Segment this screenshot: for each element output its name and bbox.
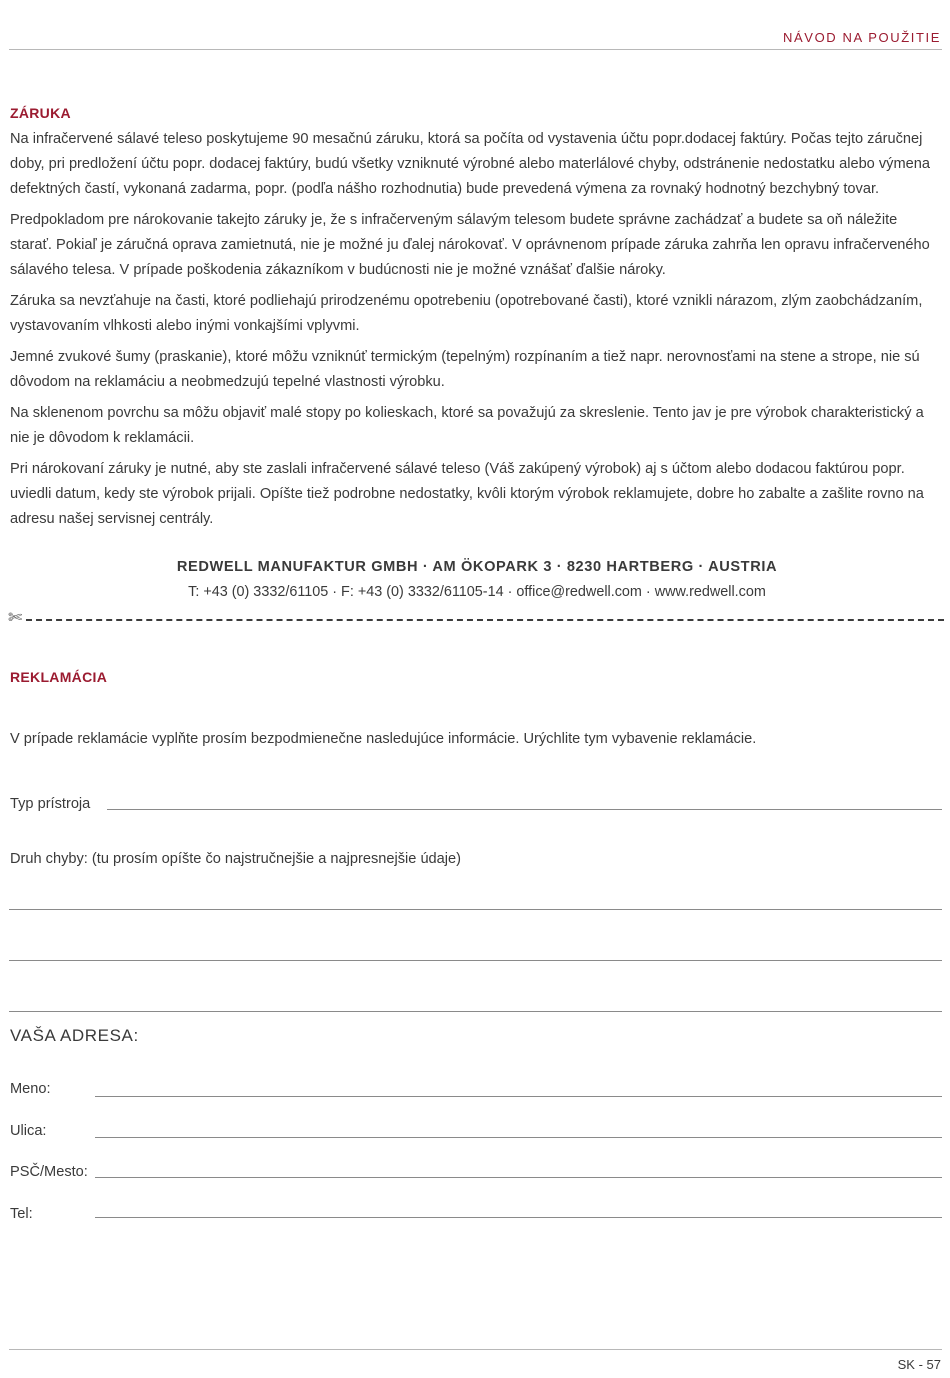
complaint-title: REKLAMÁCIA <box>10 669 108 685</box>
cut-line <box>8 610 944 630</box>
fault-field-line-2[interactable] <box>9 960 942 961</box>
phone-field[interactable] <box>95 1217 942 1218</box>
zip-city-field[interactable] <box>95 1177 942 1178</box>
street-label: Ulica: <box>10 1123 47 1139</box>
street-field[interactable] <box>95 1137 942 1138</box>
warranty-body <box>10 127 942 538</box>
zip-city-label: PSČ/Mesto: <box>10 1164 88 1180</box>
fault-field-line-1[interactable] <box>9 909 942 910</box>
dashed-cut-line <box>26 619 944 621</box>
warranty-paragraph: Na infračervené sálavé teleso poskytujeme 90 mesačnú záruku, ktorá sa počíta od vystavenia účtu popr.dodacej faktúry. Počas tejto záručnej doby, pri predložení účtu popr. dodacej faktúry, budú všetky vzniknuté výrobné alebo materlálové chyby, odstránenie nedostatku alebo výmena defektných častí, vykonaná zadarma, popr. (podľa nášho rozhodnutia) bude prevedená výmena za rovnaký hodnotný bezchybný tovar. <box>10 131 930 197</box>
page-number: SK - 57 <box>897 1357 941 1372</box>
name-field[interactable] <box>95 1096 942 1097</box>
phone-label: Tel: <box>10 1206 33 1222</box>
header-title: NÁVOD NA POUŽITIE <box>783 30 941 45</box>
address-heading: VAŠA ADRESA: <box>10 1026 139 1045</box>
device-type-label: Typ prístroja <box>10 796 91 812</box>
fault-field-line-3[interactable] <box>9 1011 942 1012</box>
name-label: Meno: <box>10 1081 51 1097</box>
warranty-title: ZÁRUKA <box>10 105 71 121</box>
company-address: REDWELL MANUFAKTUR GMBH · AM ÖKOPARK 3 · 8230 HARTBERG · AUSTRIA <box>176 559 778 575</box>
device-type-field[interactable] <box>107 809 942 810</box>
company-contact: T: +43 (0) 3332/61105 · F: +43 (0) 3332/61105-14 · office@redwell.com · www.redwell.com <box>188 584 766 600</box>
scissors-icon: ✄ <box>8 608 23 628</box>
warranty-paragraph: Jemné zvukové šumy (praskanie), ktoré môžu vzniknúť termickým (tepelným) rozpínaním a tiež napr. nerovnosťami na stene a strope, nie sú dôvodom na reklamáciu a neobmedzujú tepelné vlastnosti výrobku. <box>10 349 920 390</box>
header-divider <box>9 49 942 50</box>
warranty-paragraph: Predpokladom pre nárokovanie takejto záruky je, že s infračerveným sálavým telesom budete správne zachádzať a budete sa oň náležite starať. Pokiaľ je záručná oprava zamietnutá, nie je možné ju ďalej nárokovať. V oprávnenom prípade záruka zahrňa len opravu infračerveného sálavého telesa. V prípade poškodenia zákazníkom v budúcnosti nie je možné vznášať ďalšie nároky. <box>10 212 930 278</box>
warranty-paragraph: Záruka sa nevzťahuje na časti, ktoré podliehajú prirodzenému opotrebeniu (opotrebované časti), ktoré vznikli nárazom, zlým zaobchádzaním, vystavovaním vlhkosti alebo inými vonkajšími vplyvmi. <box>10 293 923 334</box>
fault-label: Druh chyby: (tu prosím opíšte čo najstručnejšie a najpresnejšie údaje) <box>10 851 462 867</box>
warranty-paragraph: Pri nárokovaní záruky je nutné, aby ste zaslali infračervené sálavé teleso (Váš zakúpený výrobok) aj s účtom alebo dodacou faktúrou popr. uviedli datum, kedy ste výrobok prijali. Opíšte tiež podrobne nedostatky, kvôli ktorým výrobok reklamujete, dobre ho zabalte a zašlite rovno na adresu našej servisnej centrály. <box>10 461 924 527</box>
complaint-intro: V prípade reklamácie vyplňte prosím bezpodmienečne nasledujúce informácie. Urýchlite tym vybavenie reklamácie. <box>10 731 757 747</box>
footer-divider <box>9 1349 942 1350</box>
warranty-paragraph: Na sklenenom povrchu sa môžu objaviť malé stopy po kolieskach, ktoré sa považujú za skreslenie. Tento jav je pre výrobok charakteristický a nie je dôvodom k reklamácii. <box>10 405 924 446</box>
